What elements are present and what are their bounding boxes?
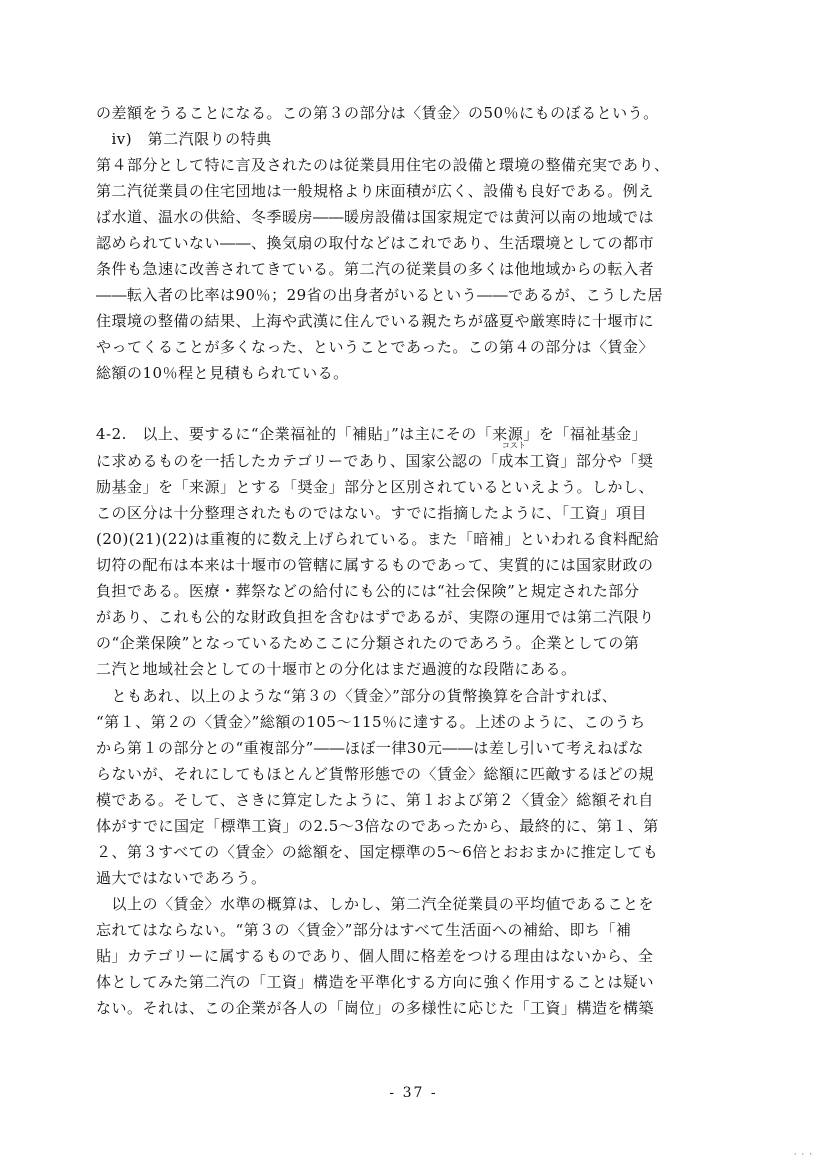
text-line: 模である。そして、さきに算定したように、第１および第２〈賃金〉総額それ自	[96, 791, 654, 809]
text-line: の“企業保険”となっているためここに分類されたのであろう。企業としての第	[96, 634, 640, 652]
text-line: ――転入者の比率は90％；29省の出身者がいるという――であるが、こうした居	[96, 286, 664, 304]
page-number: - 37 -	[389, 1085, 438, 1101]
text-segment: 工資」部分や「奨	[529, 452, 654, 470]
text-line: 総額の10％程と見積もられている。	[96, 364, 349, 382]
text-line: やってくることが多くなった、ということであった。この第４の部分は〈賃金〉	[96, 338, 654, 356]
ruby-term	[498, 441, 530, 471]
text-line: があり、これも公的な財政負担を含むはずであるが、実際の運用では第二汽限り	[96, 608, 655, 626]
text-line: (20)(21)(22)は重複的に数え上げられている。また「暗補」といわれる食料配給	[96, 530, 660, 548]
text-line: 過大ではないであろう。	[96, 869, 267, 887]
text-line: 切符の配布は本来は十堰市の管轄に属するものであって、実質的には国家財政の	[96, 556, 654, 574]
text-line-with-ruby	[96, 441, 736, 471]
text-line: 第二汽従業員の住宅団地は一般規格より床面積が広く、設備も良好である。例え	[96, 182, 654, 200]
scan-mark: · · ·	[793, 1150, 813, 1160]
text-line: 第４部分として特に言及されたのは従業員用住宅の設備と環境の整備充実であり、	[96, 156, 670, 174]
ruby-base: 成本	[498, 452, 530, 470]
text-line: 体がすでに国定「標準工資」の2.5～3倍なのであったから、最終的に、第１、第	[96, 817, 659, 835]
text-segment: に求めるものを一括したカテゴリーであり、国家公認の「	[96, 452, 499, 470]
text-line: 認められていない――、換気扇の取付などはこれであり、生活環境としての都市	[96, 234, 655, 252]
text-line: 負担である。医療・葬祭などの給付にも公的には“社会保険”と規定された部分	[96, 582, 640, 600]
text-line: 体としてみた第二汽の「工資」構造を平準化する方向に強く作用することは疑い	[96, 973, 655, 991]
text-line: 励基金」を「来源」とする「奨金」部分と区別されているといえよう。しかし、	[96, 478, 655, 496]
text-line: 以上の〈賃金〉水準の概算は、しかし、第二汽全従業員の平均値であることを	[96, 895, 655, 913]
text-line: 貼」カテゴリーに属するものであり、個人間に格差をつける理由はないから、全	[96, 947, 654, 965]
text-line: の差額をうることになる。この第３の部分は〈賃金〉の50％にものぼるという。	[96, 104, 659, 122]
text-line: 条件も急速に改善されてきている。第二汽の従業員の多くは他地域からの転入者	[96, 260, 655, 278]
section-heading: iv) 第二汽限りの特典	[96, 130, 272, 148]
text-line: ば水道、温水の供給、冬季暖房――暖房設備は国家規定では黄河以南の地域では	[96, 208, 655, 226]
text-line: “第１、第２の〈賃金〉”総額の105～115％に達する。上述のように、このうち	[96, 713, 646, 731]
ruby-annotation: コスト	[501, 441, 526, 450]
text-line: ない。それは、この企業が各人の「崗位」の多様性に応じた「工資」構造を構築	[96, 999, 655, 1017]
text-line: ともあれ、以上のような“第３の〈賃金〉”部分の貨幣換算を合計すれば、	[96, 687, 618, 705]
text-line: 二汽と地域社会としての十堰市との分化はまだ過渡的な段階にある。	[96, 660, 577, 678]
text-line: 忘れてはならない。“第３の〈賃金〉”部分はすべて生活面への補給、即ち「補	[96, 921, 632, 939]
text-line: らないが、それにしてもほとんど貨幣形態での〈賃金〉総額に匹敵するほどの規	[96, 765, 655, 783]
text-line: この区分は十分整理されたものではない。すでに指摘したように、「工資」項目	[96, 504, 647, 522]
text-line: ２、第３すべての〈賃金〉の総額を、国定標準の5～6倍とおおまかに推定しても	[96, 843, 659, 861]
text-line: 住環境の整備の結果、上海や武漢に住んでいる親たちが盛夏や厳寒時に十堰市に	[96, 312, 655, 330]
text-line: から第１の部分との“重複部分”――ほぼ一律30元――は差し引いて考えねばな	[96, 739, 644, 757]
paragraph-start-line: 4-2. 以上、要するに“企業福祉的「補貼」”は主にその「来源」を「福祉基金」	[96, 425, 648, 443]
